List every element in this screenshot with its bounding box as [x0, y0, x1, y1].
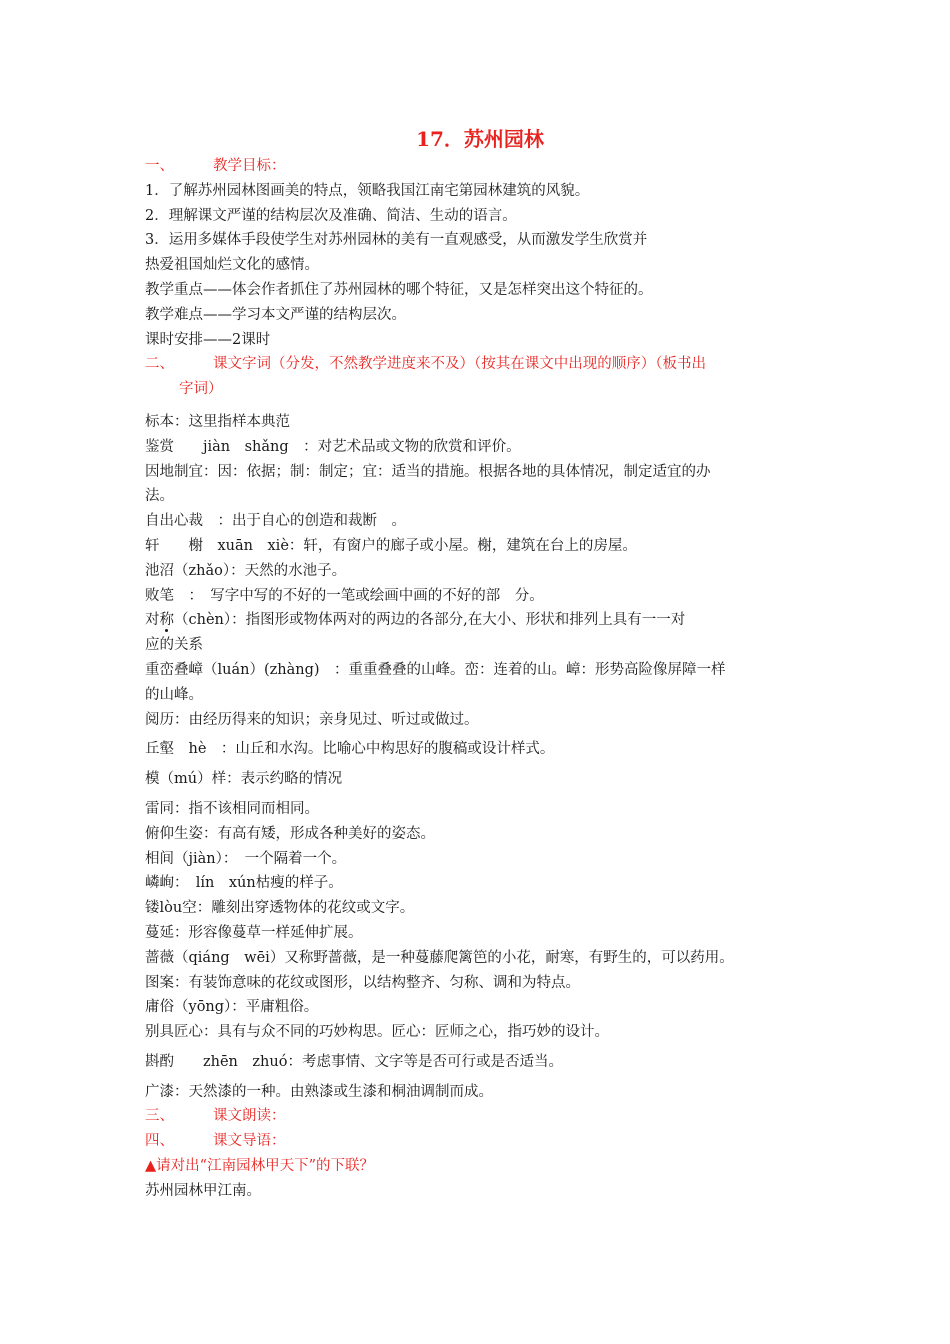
vocab-entry: 标本：这里指样本典范	[145, 413, 290, 430]
vocab-entry: 俯仰生姿：有高有矮，形成各种美好的姿态。	[145, 825, 435, 842]
section-heading-2	[145, 352, 815, 377]
document-title: 17．苏州园林	[416, 127, 544, 151]
document-page	[145, 126, 815, 1204]
section-heading-4	[145, 1129, 815, 1154]
section-label-continued: 字词）	[179, 381, 223, 398]
vocab-entry: 因地制宜：因：依据；制：制定；宜：适当的措施。根据各地的具体情况，制定适宜的办	[145, 463, 711, 480]
emphasis-dot-char: 称	[159, 612, 174, 629]
vocab-entry: 自出心裁 ：出于自心的创造和裁断 。	[145, 513, 406, 530]
teaching-key-point: 教学重点——体会作者抓住了苏州园林的哪个特征，又是怎样突出这个特征的。	[145, 281, 653, 298]
vocab-entry	[145, 608, 815, 633]
vocab-entry: 嶙峋： lín xún枯瘦的样子。	[145, 875, 343, 892]
lesson-schedule: 课时安排——2课时	[145, 331, 271, 348]
section-label: 课文字词（分发，不然教学进度来不及）（按其在课文中出现的顺序）（板书出	[213, 356, 706, 373]
section-number: 四、	[145, 1133, 174, 1150]
vocab-entry: 轩 榭 xuān xiè：轩，有窗户的廊子或小屋。榭，建筑在台上的房屋。	[145, 537, 637, 554]
section-label: 课文导语：	[213, 1133, 286, 1150]
vocab-entry: 阅历：由经历得来的知识；亲身见过、听过或做过。	[145, 711, 479, 728]
section-number: 二、	[145, 356, 174, 373]
vocab-text: （chèn）：指图形或物体两对的两边的各部分,在大小、形状和排列上具有一一对	[174, 612, 686, 629]
vocab-entry-continued: 法。	[145, 488, 174, 505]
vocab-entry: 鉴赏 jiàn shǎng ：对艺术品或文物的欣赏和评价。	[145, 438, 521, 455]
vocab-entry: 别具匠心：具有与众不同的巧妙构思。匠心：匠师之心，指巧妙的设计。	[145, 1024, 609, 1041]
couplet-question: ▲请对出“江南园林甲天下”的下联？	[145, 1158, 374, 1175]
teaching-difficulty: 教学难点——学习本文严谨的结构层次。	[145, 306, 406, 323]
goal-item-continued: 热爱祖国灿烂文化的感情。	[145, 257, 319, 274]
vocab-entry-continued: 的山峰。	[145, 686, 203, 703]
vocab-entry: 蔓延：形容像蔓草一样延伸扩展。	[145, 924, 363, 941]
vocab-entry: 败笔 ： 写字中写的不好的一笔或绘画中画的不好的部 分。	[145, 587, 544, 604]
vocab-entry: 镂lòu空：雕刻出穿透物体的花纹或文字。	[145, 900, 415, 917]
vocab-entry: 斟酌 zhēn zhuó：考虑事情、文字等是否可行或是否适当。	[145, 1053, 563, 1070]
vocab-entry: 广漆：天然漆的一种。由熟漆或生漆和桐油调制而成。	[145, 1083, 493, 1100]
section-number: 三、	[145, 1108, 174, 1125]
vocab-entry: 图案：有装饰意味的花纹或图形，以结构整齐、匀称、调和为特点。	[145, 974, 580, 991]
vocab-entry: 池沼（zhǎo）：天然的水池子。	[145, 562, 347, 579]
vocab-entry: 庸俗（yōng）：平庸粗俗。	[145, 999, 319, 1016]
goal-item: 2．理解课文严谨的结构层次及准确、简洁、生动的语言。	[145, 207, 517, 224]
section-heading-3	[145, 1104, 815, 1129]
vocab-entry-continued: 应的关系	[145, 637, 203, 654]
vocab-entry: 雷同：指不该相同而相同。	[145, 800, 319, 817]
vocab-entry: 相间（jiàn）： 一个隔着一个。	[145, 850, 347, 867]
section-heading-1	[145, 154, 815, 179]
section-label: 教学目标：	[213, 158, 286, 174]
vocab-entry: 蔷薇（qiáng wēi）又称野蔷薇，是一种蔓藤爬篱笆的小花，耐寒，有野生的，可以药用。	[145, 949, 734, 966]
section-number: 一、	[145, 158, 174, 174]
goal-item: 3．运用多媒体手段使学生对苏州园林的美有一直观感受，从而激发学生欣赏并	[145, 232, 648, 249]
section-label: 课文朗读：	[213, 1108, 286, 1125]
vocab-text: 对	[145, 612, 160, 629]
vocab-entry: 丘壑 hè ：山丘和水沟。比喻心中构思好的腹稿或设计样式。	[145, 741, 555, 758]
vocab-entry: 重峦叠嶂（luán）(zhàng) ：重重叠叠的山峰。峦：连着的山。嶂：形势高险像屏障一样	[145, 661, 726, 678]
vocab-entry: 模（mú）样：表示约略的情况	[145, 771, 343, 788]
goal-item: 1．了解苏州园林图画美的特点，领略我国江南宅第园林建筑的风貌。	[145, 182, 590, 199]
couplet-answer: 苏州园林甲江南。	[145, 1182, 261, 1199]
